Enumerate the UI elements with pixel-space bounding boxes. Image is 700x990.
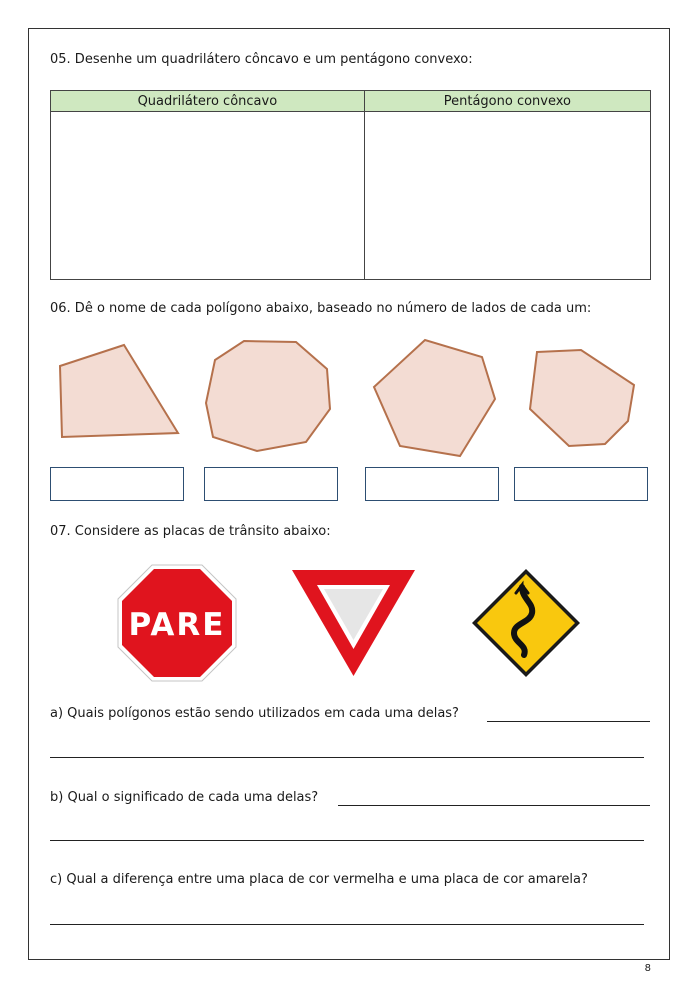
answer-line-07b-1[interactable] <box>338 805 650 806</box>
winding-road-warning-sign <box>470 567 582 679</box>
answer-box-2[interactable] <box>204 467 338 501</box>
yield-sign <box>291 569 416 677</box>
question-05-text: 05. Desenhe um quadrilátero côncavo e um pentágono convexo: <box>50 52 473 67</box>
answer-box-3[interactable] <box>365 467 499 501</box>
question-07b-text: b) Qual o significado de cada uma delas? <box>50 790 319 805</box>
question-06-text: 06. Dê o nome de cada polígono abaixo, baseado no número de lados de cada um: <box>50 301 592 316</box>
column-header-concave-quadrilateral: Quadrilátero côncavo <box>51 91 365 112</box>
polygon-quadrilateral <box>60 345 178 437</box>
stop-sign-text: PARE <box>128 607 226 643</box>
page-number: 8 <box>644 963 651 974</box>
answer-line-07b-2[interactable] <box>50 840 644 841</box>
polygons-illustration <box>0 0 700 470</box>
column-header-convex-pentagon: Pentágono convexo <box>364 91 650 112</box>
answer-line-07c[interactable] <box>50 924 644 925</box>
polygon-heptagon <box>530 350 634 446</box>
question-07c-text: c) Qual a diferença entre uma placa de cor vermelha e uma placa de cor amarela? <box>50 872 588 887</box>
polygon-hexagon <box>374 340 495 456</box>
answer-box-1[interactable] <box>50 467 184 501</box>
answer-box-4[interactable] <box>514 467 648 501</box>
stop-sign <box>117 564 237 682</box>
answer-line-07a-1[interactable] <box>487 721 650 722</box>
question-07-text: 07. Considere as placas de trânsito abaixo: <box>50 524 331 539</box>
answer-line-07a-2[interactable] <box>50 757 644 758</box>
question-07a-text: a) Quais polígonos estão sendo utilizados em cada uma delas? <box>50 706 459 721</box>
polygon-nonagon <box>206 341 330 451</box>
